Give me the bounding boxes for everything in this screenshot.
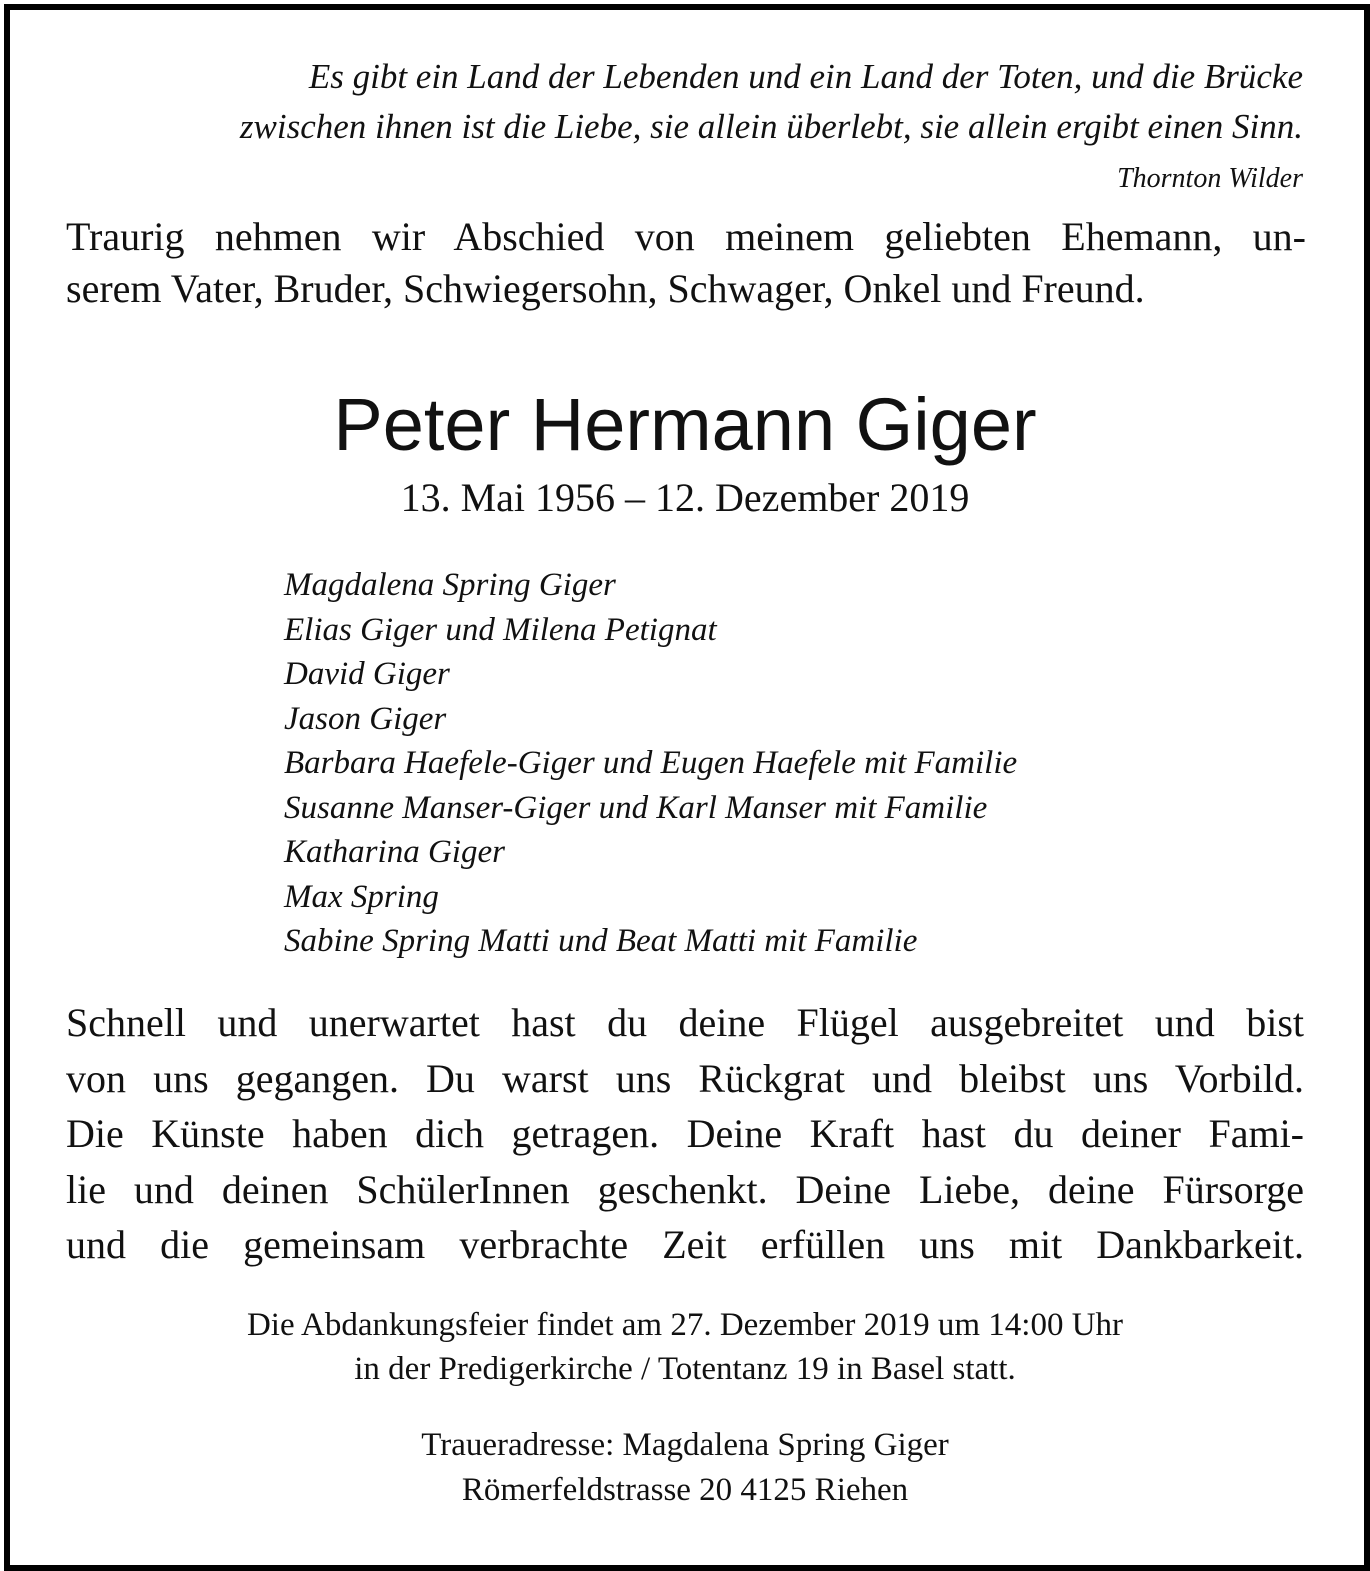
tribute-line-2: von uns gegangen. Du warst uns Rückgrat und bleibst uns Vorbild.	[66, 1055, 1304, 1101]
mourner-item: Sabine Spring Matti und Beat Matti mit Familie	[284, 923, 918, 959]
mourners-list	[284, 563, 1017, 964]
mourner-item: Katharina Giger	[284, 834, 505, 870]
address-line-1: Traueradresse: Magdalena Spring Giger	[421, 1427, 949, 1463]
tribute-line-4: lie und deinen SchülerInnen geschenkt. Deine Liebe, deine Fürsorge	[66, 1166, 1304, 1212]
mourning-address	[0, 1423, 1370, 1513]
mourner-item: David Giger	[284, 656, 450, 692]
quote-line-2: zwischen ihnen ist die Liebe, sie allein überlebt, sie allein ergibt einen Sinn.	[239, 107, 1303, 146]
tribute-line-3: Die Künste haben dich getragen. Deine Kraft hast du deiner Fami-	[66, 1111, 1304, 1156]
quote-block	[60, 52, 1303, 152]
mourner-item: Susanne Manser-Giger und Karl Manser mit Familie	[284, 789, 988, 826]
address-line-2: Römerfeldstrasse 20 4125 Riehen	[461, 1472, 909, 1508]
tribute-paragraph	[66, 995, 1304, 1273]
quote-line-1: Es gibt ein Land der Lebenden und ein Land der Toten, und die Brücke	[308, 57, 1303, 96]
mourner-item: Magdalena Spring Giger	[284, 567, 616, 603]
mourner-item: Elias Giger und Milena Petignat	[284, 611, 717, 648]
intro-line-2: serem Vater, Bruder, Schwiegersohn, Schwager, Onkel und Freund.	[66, 266, 1145, 311]
tribute-line-5: und die gemeinsam verbrachte Zeit erfüllen uns mit Dankbarkeit.	[66, 1222, 1304, 1267]
mourner-item: Barbara Haefele-Giger und Eugen Haefele mit Familie	[284, 745, 1018, 781]
mourner-item: Max Spring	[284, 878, 439, 915]
deceased-name: Peter Hermann Giger	[333, 383, 1037, 466]
life-dates: 13. Mai 1956 – 12. Dezember 2019	[400, 475, 970, 520]
mourner-item: Jason Giger	[284, 700, 447, 737]
ceremony-line-1: Die Abdankungsfeier findet am 27. Dezember 2019 um 14:00 Uhr	[246, 1307, 1124, 1343]
quote-author: Thornton Wilder	[1117, 163, 1303, 194]
tribute-line-1: Schnell und unerwartet hast du deine Flügel ausgebreitet und bist	[66, 1000, 1304, 1045]
intro-paragraph	[66, 211, 1306, 315]
ceremony-line-2: in der Predigerkirche / Totentanz 19 in Basel statt.	[354, 1351, 1016, 1387]
ceremony-info	[0, 1303, 1370, 1391]
intro-line-1: Traurig nehmen wir Abschied von meinem geliebten Ehemann, un-	[66, 214, 1306, 259]
